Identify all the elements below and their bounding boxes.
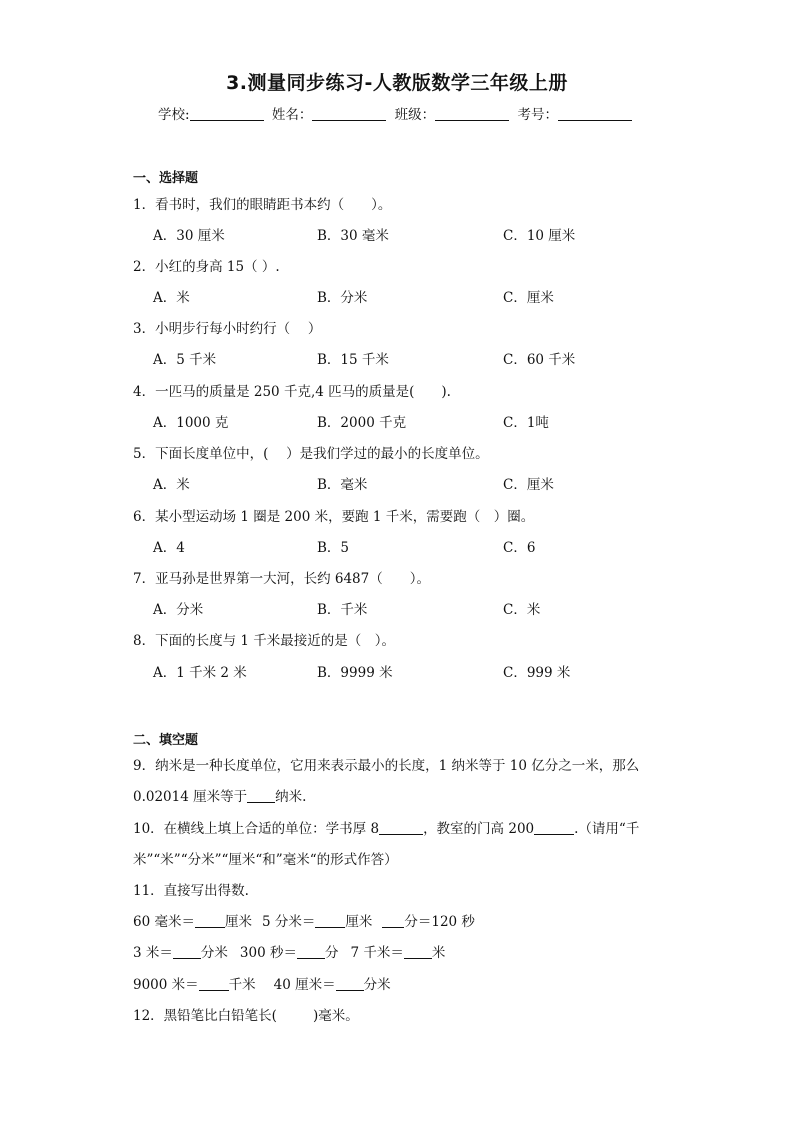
section-heading-choice: 一、选择题 bbox=[133, 171, 199, 186]
expr-text: 分米 bbox=[200, 945, 228, 961]
option-a[interactable]: A．米 bbox=[153, 290, 190, 306]
question-options bbox=[153, 473, 713, 493]
school-blank[interactable] bbox=[190, 106, 264, 121]
option-a[interactable]: A．米 bbox=[153, 477, 190, 493]
question-options bbox=[153, 598, 713, 618]
q10-text: ，教室的门高 200 bbox=[423, 821, 535, 837]
question-stem: 7．亚马孙是世界第一大河，长约 6487（ ）。 bbox=[133, 571, 430, 587]
expr-text: 60 毫米＝ bbox=[133, 914, 195, 930]
exam-no-blank[interactable] bbox=[558, 106, 632, 121]
q10-text: 10．在横线上填上合适的单位：学书厚 8 bbox=[133, 821, 380, 837]
question-10-line-2: 米”“米”“分米”“厘米“和”毫米“的形式作答） bbox=[133, 852, 398, 868]
option-c[interactable]: C．999 米 bbox=[503, 665, 571, 681]
question-options bbox=[153, 411, 713, 431]
option-b[interactable]: B．分米 bbox=[317, 290, 368, 306]
expr-text: 分＝120 秒 bbox=[404, 914, 475, 930]
student-info-line bbox=[0, 103, 794, 123]
expr-text: 厘米 bbox=[345, 914, 373, 930]
answer-blank[interactable] bbox=[315, 914, 345, 928]
expr-text: 40 厘米＝ bbox=[273, 977, 336, 993]
question-stem: 8．下面的长度与 1 千米最接近的是（ ）。 bbox=[133, 633, 396, 649]
option-c[interactable]: C．厘米 bbox=[503, 290, 554, 306]
question-12 bbox=[133, 1004, 359, 1024]
answer-blank[interactable] bbox=[199, 977, 229, 991]
class-blank[interactable] bbox=[435, 106, 509, 121]
answer-blank[interactable] bbox=[336, 977, 364, 991]
question-options bbox=[153, 224, 713, 244]
question-options bbox=[153, 536, 713, 556]
q10-text: .（请用“千 bbox=[574, 821, 640, 837]
option-b[interactable]: B．9999 米 bbox=[317, 665, 393, 681]
page-title: 3.测量同步练习-人教版数学三年级上册 bbox=[226, 72, 568, 94]
answer-blank[interactable] bbox=[404, 945, 432, 959]
expr-text: 厘米 bbox=[224, 914, 252, 930]
question-stem: 6．某小型运动场 1 圈是 200 米，要跑 1 千米，需要跑（ ）圈。 bbox=[133, 509, 535, 525]
option-b[interactable]: B．30 毫米 bbox=[317, 228, 389, 244]
question-stem: 4．一匹马的质量是 250 千克,4 匹马的质量是( ). bbox=[133, 384, 451, 400]
answer-blank[interactable] bbox=[173, 945, 201, 959]
expr-text: 5 分米＝ bbox=[261, 914, 316, 930]
question-options bbox=[153, 286, 713, 306]
expr-text: 分米 bbox=[363, 977, 391, 993]
option-b[interactable]: B．15 千米 bbox=[317, 352, 389, 368]
question-10-line-1 bbox=[133, 817, 639, 837]
q12-text: 12．黑铅笔比白铅笔长( bbox=[133, 1008, 277, 1024]
expr-text: 千米 bbox=[228, 977, 256, 993]
question-11-row-3 bbox=[133, 973, 391, 993]
question-stem: 5．下面长度单位中，( ）是我们学过的最小的长度单位。 bbox=[133, 446, 489, 462]
answer-blank[interactable] bbox=[379, 821, 423, 835]
question-options bbox=[153, 348, 713, 368]
option-c[interactable]: C．10 厘米 bbox=[503, 228, 576, 244]
option-b[interactable]: B．2000 千克 bbox=[317, 415, 407, 431]
option-a[interactable]: A．4 bbox=[153, 540, 185, 556]
expr-text: 7 千米＝ bbox=[350, 945, 404, 961]
question-9-line-1: 9．纳米是一种长度单位，它用来表示最小的长度，1 纳米等于 10 亿分之一米，那么 bbox=[133, 758, 640, 774]
question-options bbox=[153, 661, 713, 681]
q12-text: )毫米。 bbox=[312, 1008, 359, 1024]
name-label: 姓名： bbox=[271, 107, 313, 123]
expr-text: 3 米＝ bbox=[133, 945, 173, 961]
question-9-line-2 bbox=[133, 785, 306, 805]
question-11-row-1 bbox=[133, 910, 475, 930]
question-stem: 2．小红的身高 15（ ）. bbox=[133, 259, 280, 275]
answer-blank[interactable] bbox=[534, 821, 574, 835]
expr-text: 9000 米＝ bbox=[133, 977, 199, 993]
answer-blank[interactable] bbox=[247, 789, 275, 803]
option-a[interactable]: A．30 厘米 bbox=[153, 228, 225, 244]
section-heading-fill: 二、填空题 bbox=[133, 733, 199, 748]
q9-text: 0.02014 厘米等于 bbox=[133, 789, 248, 805]
option-c[interactable]: C．60 千米 bbox=[503, 352, 576, 368]
school-label: 学校: bbox=[158, 107, 190, 123]
option-a[interactable]: A．5 千米 bbox=[153, 352, 217, 368]
option-c[interactable]: C．1吨 bbox=[503, 415, 549, 431]
name-blank[interactable] bbox=[312, 106, 386, 121]
option-c[interactable]: C．米 bbox=[503, 602, 541, 618]
option-a[interactable]: A．分米 bbox=[153, 602, 204, 618]
expr-text: 分 bbox=[324, 945, 339, 961]
option-a[interactable]: A．1000 克 bbox=[153, 415, 229, 431]
option-b[interactable]: B．5 bbox=[317, 540, 350, 556]
question-11-stem: 11．直接写出得数. bbox=[133, 883, 249, 899]
expr-text: 300 秒＝ bbox=[239, 945, 297, 961]
option-b[interactable]: B．毫米 bbox=[317, 477, 368, 493]
question-stem: 1．看书时，我们的眼睛距书本约（ ）。 bbox=[133, 197, 392, 213]
option-c[interactable]: C．厘米 bbox=[503, 477, 554, 493]
expr-text: 米 bbox=[431, 945, 446, 961]
question-stem: 3．小明步行每小时约行（ ） bbox=[133, 321, 322, 337]
question-11-row-2 bbox=[133, 941, 445, 961]
option-b[interactable]: B．千米 bbox=[317, 602, 368, 618]
option-a[interactable]: A．1 千米 2 米 bbox=[153, 665, 247, 681]
q9-unit: 纳米. bbox=[275, 789, 307, 805]
class-label: 班级： bbox=[394, 107, 436, 123]
answer-blank[interactable] bbox=[195, 914, 225, 928]
answer-blank[interactable] bbox=[382, 914, 404, 928]
exam-no-label: 考号： bbox=[517, 107, 558, 123]
option-c[interactable]: C．6 bbox=[503, 540, 536, 556]
answer-blank[interactable] bbox=[297, 945, 325, 959]
